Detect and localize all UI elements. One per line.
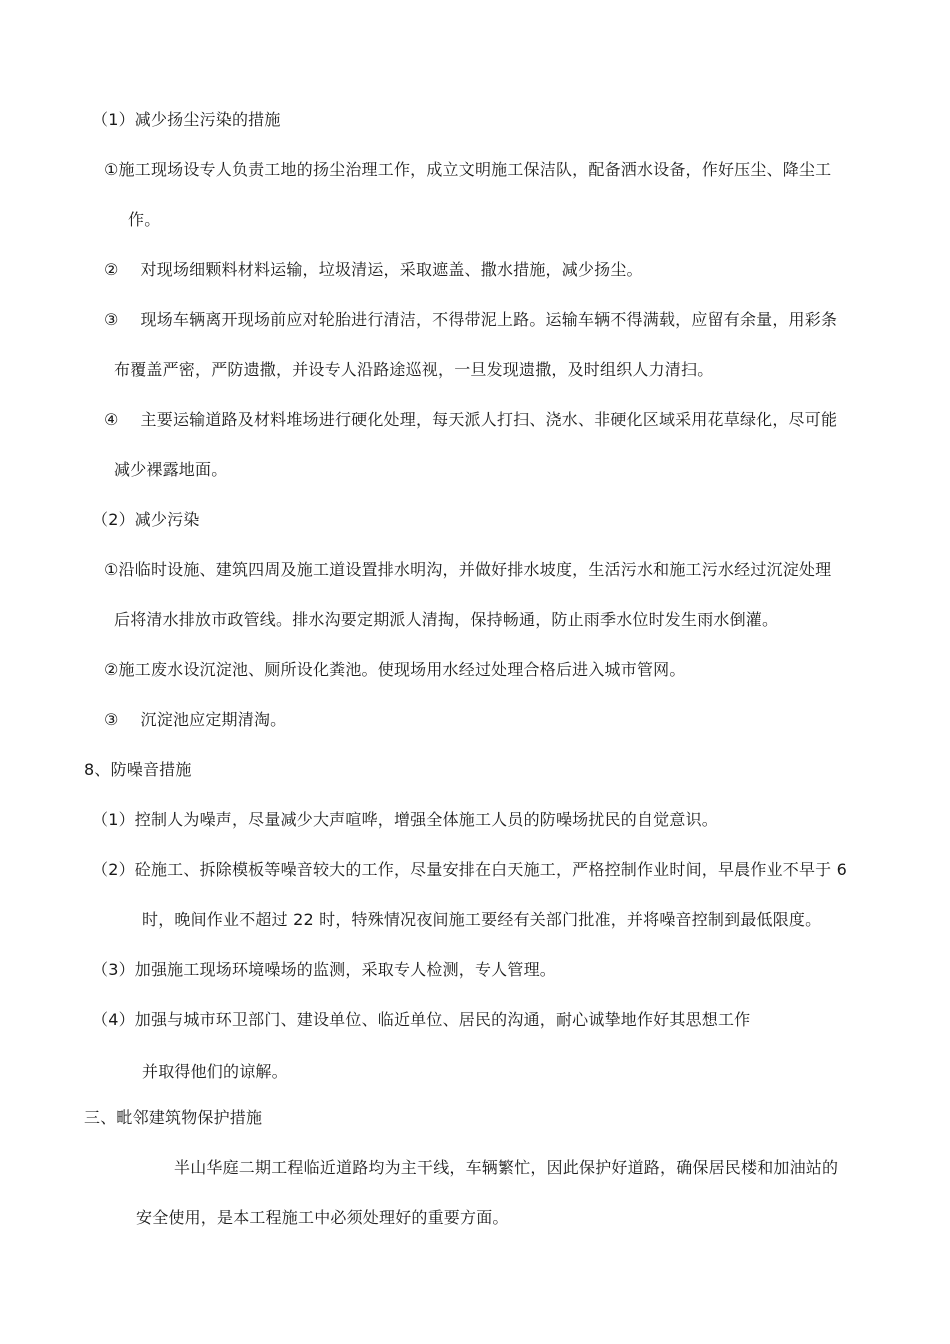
heading-number: （2） bbox=[92, 510, 135, 529]
item-number: ③ bbox=[104, 710, 119, 729]
list-item bbox=[104, 560, 831, 580]
item-text: 砼施工、拆除模板等噪音较大的工作，尽量安排在白天施工，严格控制作业时间，早晨作业不早于 6 bbox=[134, 860, 848, 879]
item-number: ② bbox=[104, 660, 119, 679]
paragraph-line: 安全使用，是本工程施工中必须处理好的重要方面。 bbox=[136, 1208, 509, 1227]
list-item bbox=[104, 410, 837, 430]
list-item-continuation: 作。 bbox=[128, 210, 161, 229]
item-number: ① bbox=[104, 160, 119, 179]
list-item bbox=[104, 660, 686, 680]
item-number: （3） bbox=[92, 960, 135, 979]
list-item-continuation: 后将清水排放市政管线。排水沟要定期派人清掏，保持畅通，防止雨季水位时发生雨水倒灌。 bbox=[114, 610, 779, 629]
item-number: （4） bbox=[92, 1010, 135, 1029]
item-text: 加强与城市环卫部门、建设单位、临近单位、居民的沟通，耐心诚挚地作好其思想工作 bbox=[134, 1010, 751, 1029]
list-item bbox=[104, 260, 643, 280]
list-item-continuation: 布覆盖严密，严防遗撒，并设专人沿路途巡视，一旦发现遗撒，及时组织人力清扫。 bbox=[114, 360, 714, 379]
item-text: 对现场细颗料材料运输，垃圾清运，采取遮盖、撒水措施，减少扬尘。 bbox=[140, 260, 643, 279]
list-item bbox=[92, 860, 847, 880]
item-text: 沉淀池应定期清淘。 bbox=[140, 710, 287, 729]
list-item-continuation: 时，晚间作业不超过 22 时，特殊情况夜间施工要经有关部门批准，并将噪音控制到最低限度。 bbox=[142, 910, 822, 929]
section-heading-dust bbox=[92, 110, 281, 130]
section-heading-adjacent-buildings: 三、毗邻建筑物保护措施 bbox=[84, 1108, 263, 1127]
list-item-continuation: 并取得他们的谅解。 bbox=[142, 1062, 288, 1081]
item-number: ③ bbox=[104, 310, 119, 329]
item-number: （1） bbox=[92, 810, 135, 829]
item-text: 控制人为噪声，尽量减少大声喧哗，增强全体施工人员的防噪场扰民的自觉意识。 bbox=[134, 810, 718, 829]
paragraph-line: 半山华庭二期工程临近道路均为主干线，车辆繁忙，因此保护好道路，确保居民楼和加油站的 bbox=[174, 1158, 839, 1177]
section-heading-noise: 8、防噪音措施 bbox=[84, 760, 192, 779]
heading-text: 减少污染 bbox=[134, 510, 200, 529]
item-number: ④ bbox=[104, 410, 119, 429]
section-heading-pollution bbox=[92, 510, 200, 530]
heading-text: 减少扬尘污染的措施 bbox=[134, 110, 281, 129]
item-text: 施工现场设专人负责工地的扬尘治理工作，成立文明施工保洁队，配备洒水设备，作好压尘、降尘工 bbox=[118, 160, 832, 179]
item-number: （2） bbox=[92, 860, 135, 879]
item-text: 主要运输道路及材料堆场进行硬化处理，每天派人打扫、浇水、非硬化区域采用花草绿化，尽可能 bbox=[140, 410, 838, 429]
heading-number: （1） bbox=[92, 110, 135, 129]
list-item bbox=[104, 710, 286, 730]
list-item bbox=[104, 160, 831, 180]
list-item-continuation: 减少裸露地面。 bbox=[114, 460, 228, 479]
item-text: 沿临时设施、建筑四周及施工道设置排水明沟，并做好排水坡度，生活污水和施工污水经过沉淀处理 bbox=[118, 560, 832, 579]
list-item bbox=[92, 960, 556, 980]
item-number: ① bbox=[104, 560, 119, 579]
list-item bbox=[92, 810, 718, 830]
list-item bbox=[92, 1010, 750, 1030]
item-number: ② bbox=[104, 260, 119, 279]
item-text: 加强施工现场环境噪场的监测，采取专人检测，专人管理。 bbox=[134, 960, 556, 979]
item-text: 施工废水设沉淀池、厕所设化粪池。使现场用水经过处理合格后进入城市管网。 bbox=[118, 660, 686, 679]
item-text: 现场车辆离开现场前应对轮胎进行清洁，不得带泥上路。运输车辆不得满载，应留有余量，用彩条 bbox=[140, 310, 838, 329]
list-item bbox=[104, 310, 837, 330]
